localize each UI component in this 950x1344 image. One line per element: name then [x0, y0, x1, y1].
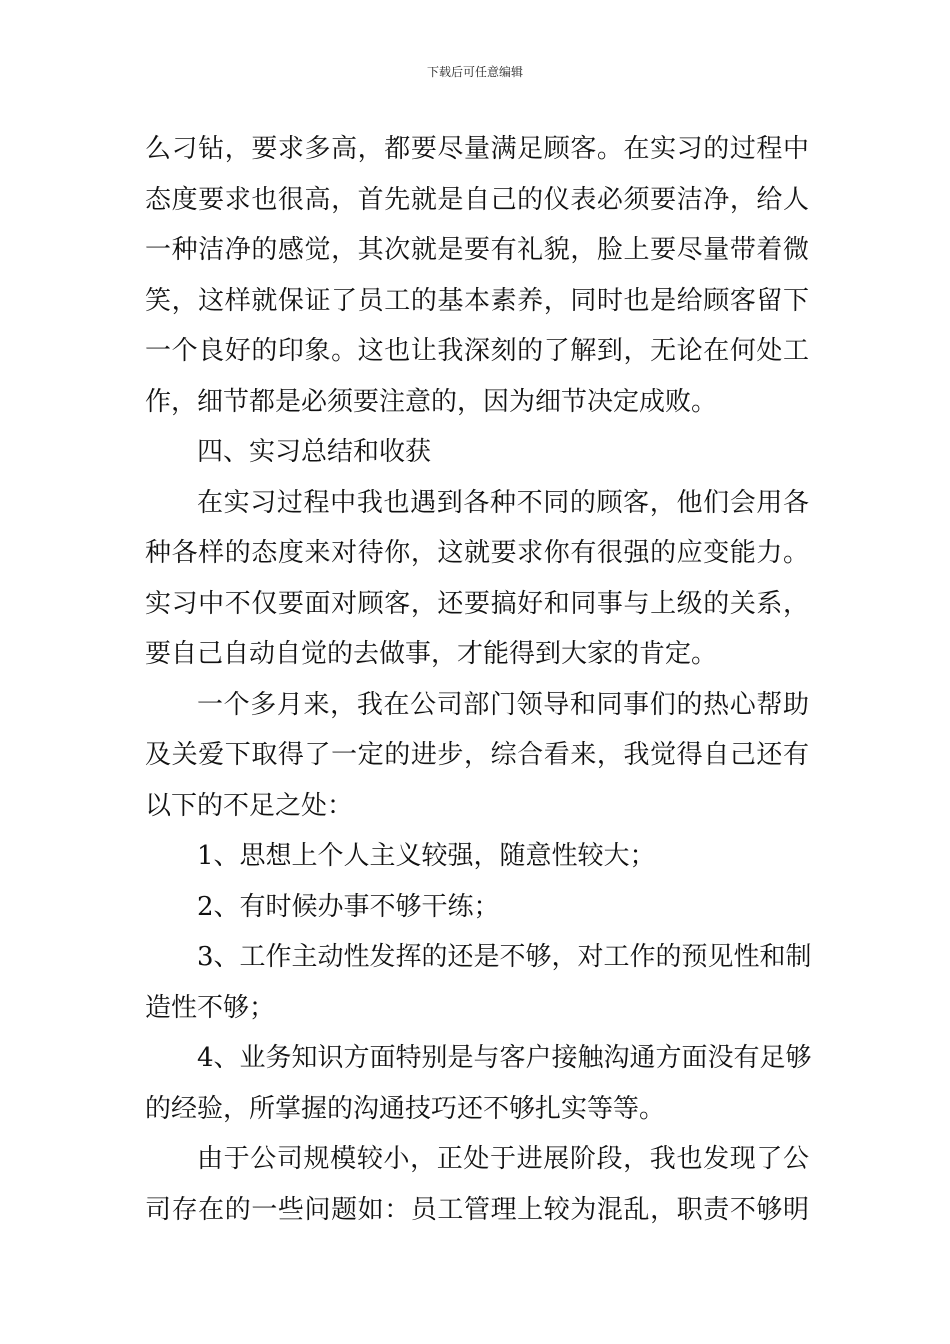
text-line: 造性不够； — [145, 992, 276, 1023]
text-line: 么刁钻，要求多高，都要尽量满足顾客。在实习的过程中 — [145, 134, 809, 164]
text-line: 笑，这样就保证了员工的基本素养，同时也是给顾客留下 — [145, 285, 809, 316]
text-line: 1、思想上个人主义较强，随意性较大； — [197, 841, 656, 871]
text-line: 由于公司规模较小，正处于进展阶段，我也发现了公 — [197, 1144, 809, 1174]
text-line: 四、实习总结和收获 — [197, 437, 432, 467]
text-line: 一个良好的印象。这也让我深刻的了解到，无论在何处工 — [145, 336, 809, 366]
text-line: 实习中不仅要面对顾客，还要搞好和同事与上级的关系， — [145, 588, 809, 619]
text-line: 种各样的态度来对待你，这就要求你有很强的应变能力。 — [145, 538, 809, 568]
page-header: 下载后可任意编辑 — [426, 65, 523, 79]
text-line: 作，细节都是必须要注意的，因为细节决定成败。 — [145, 386, 718, 417]
text-line: 的经验，所掌握的沟通技巧还不够扎实等等。 — [145, 1093, 666, 1124]
text-line: 态度要求也很高，首先就是自己的仪表必须要洁净，给人 — [145, 184, 809, 215]
text-line: 要自己自动自觉的去做事，才能得到大家的肯定。 — [145, 639, 718, 669]
text-line: 2、有时候办事不够干练； — [197, 891, 500, 922]
text-line: 3、工作主动性发挥的还是不够，对工作的预见性和制 — [197, 942, 812, 972]
text-line: 一种洁净的感觉，其次就是要有礼貌，脸上要尽量带着微 — [145, 235, 809, 265]
document-body — [145, 124, 812, 1235]
text-line: 以下的不足之处： — [145, 790, 354, 821]
text-line: 司存在的一些问题如：员工管理上较为混乱，职责不够明 — [145, 1194, 809, 1225]
text-line: 及关爱下取得了一定的进步，综合看来，我觉得自己还有 — [145, 740, 809, 770]
text-line: 一个多月来，我在公司部门领导和同事们的热心帮助 — [197, 689, 809, 720]
text-line: 4、业务知识方面特别是与客户接触沟通方面没有足够 — [197, 1043, 812, 1073]
text-line: 在实习过程中我也遇到各种不同的顾客，他们会用各 — [197, 487, 809, 518]
